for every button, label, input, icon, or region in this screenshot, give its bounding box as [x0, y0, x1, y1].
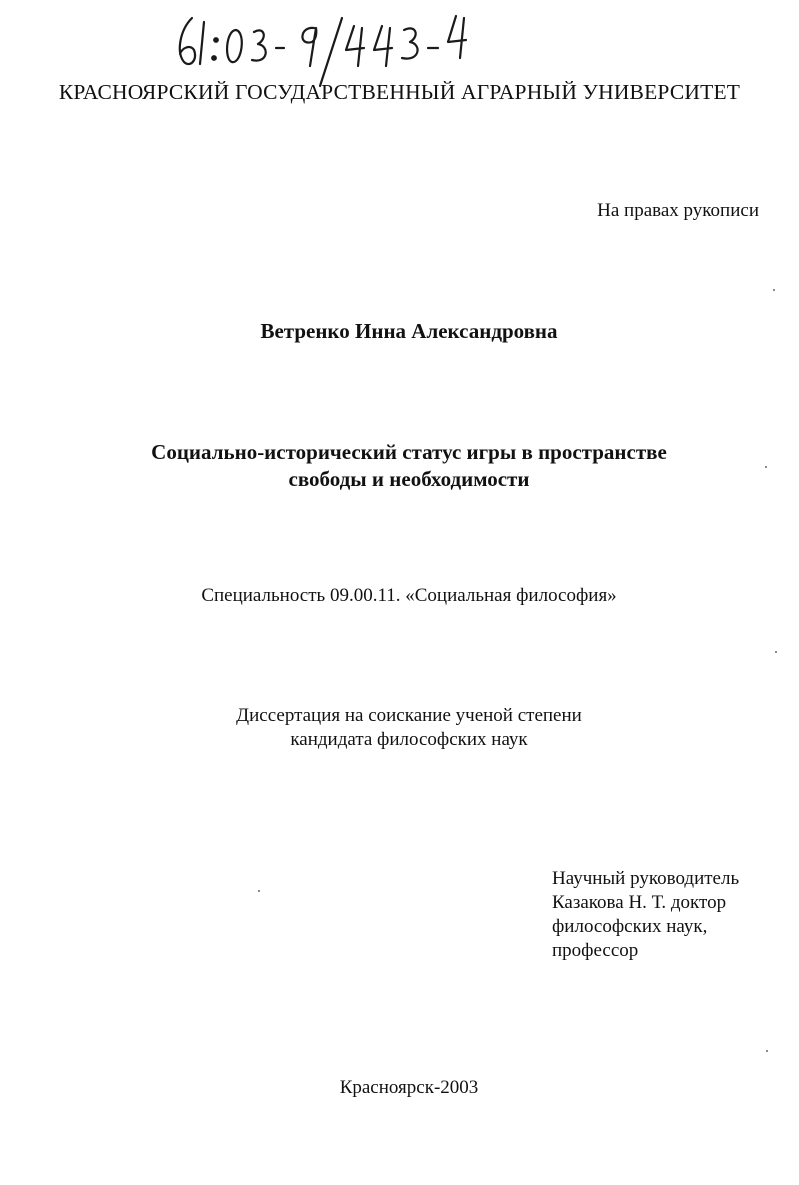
scan-speck	[766, 1050, 768, 1052]
supervisor-line-4: профессор	[552, 940, 639, 961]
scan-speck	[765, 466, 767, 468]
university-name: КРАСНОЯРСКИЙ ГОСУДАРСТВЕННЫЙ АГРАРНЫЙ УНИВЕРСИТЕТ	[58, 80, 741, 104]
degree-statement-line-1: Диссертация на соискание ученой степени	[236, 705, 582, 726]
supervisor-line-3: философских наук,	[552, 916, 708, 937]
dissertation-title	[0, 439, 799, 493]
degree-statement	[0, 704, 799, 752]
city-year: Красноярск-2003	[339, 1077, 479, 1098]
specialty: Специальность 09.00.11. «Социальная философия»	[201, 585, 617, 606]
dissertation-title-line-1: Социально-исторический статус игры в пространстве	[151, 440, 667, 464]
supervisor-line-2: Казакова Н. Т. доктор	[552, 892, 727, 913]
degree-statement-line-2: кандидата философских наук	[290, 729, 528, 750]
scan-speck	[773, 289, 775, 291]
handwritten-catalog-number	[170, 8, 490, 88]
scan-speck	[775, 651, 777, 653]
manuscript-rights-note: На правах рукописи	[597, 200, 759, 221]
scientific-supervisor	[552, 867, 739, 963]
handwritten-catalog-number-drawing	[170, 8, 490, 88]
author-name: Ветренко Инна Александровна	[260, 319, 558, 343]
scan-speck	[258, 890, 260, 892]
supervisor-line-1: Научный руководитель	[552, 868, 740, 889]
dissertation-title-line-2: свободы и необходимости	[288, 467, 530, 491]
